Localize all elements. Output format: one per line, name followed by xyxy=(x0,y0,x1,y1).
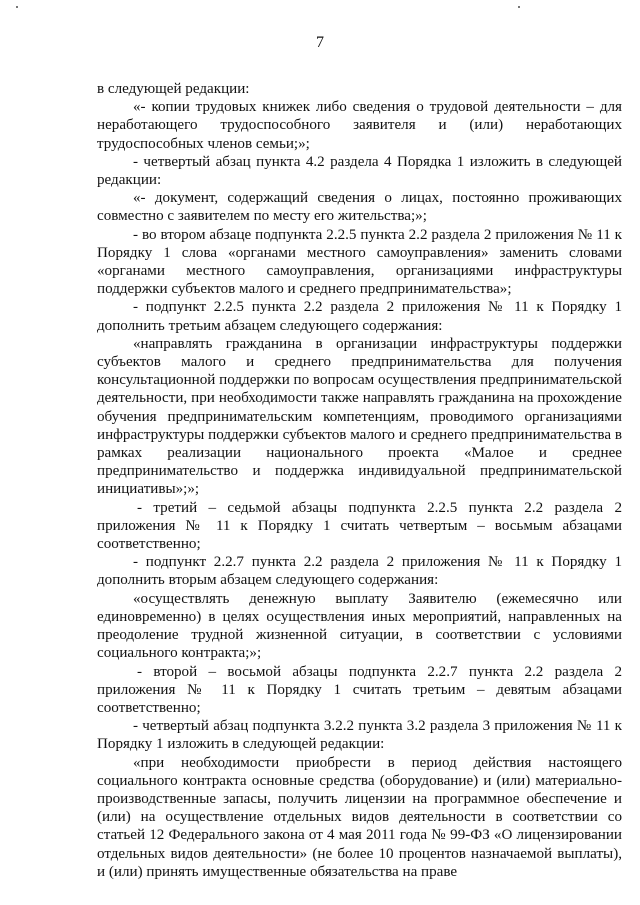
paragraph: «- копии трудовых книжек либо сведения о трудовой деятельности – для неработающего трудоспособного заявителя и (или) неработающих трудоспособных членов семьи;»; xyxy=(97,99,622,152)
paragraph: - второй – восьмой абзацы подпункта 2.2.7 пункта 2.2 раздела 2 приложения № 11 к Порядку 1 считать третьим – девятым абзацами соответственно; xyxy=(97,663,622,716)
paragraph: «осуществлять денежную выплату Заявителю (ежемесячно или единовременно) в целях осуществления иных мероприятий, направленных на преодоление трудной жизненной ситуации, в соответствии с условиями социального контракта;»; xyxy=(97,590,622,662)
page-number: 7 xyxy=(316,34,324,51)
paragraph: - третий – седьмой абзацы подпункта 2.2.5 пункта 2.2 раздела 2 приложения № 11 к Порядку 1 считать четвертым – восьмым абзацами соответственно; xyxy=(97,499,622,553)
scan-mark xyxy=(16,6,18,8)
paragraph: «- документ, содержащий сведения о лицах, постоянно проживающих совместно с заявителем по месту его жительства;»; xyxy=(97,190,622,225)
paragraph: в следующей редакции: xyxy=(97,81,250,97)
paragraph: «при необходимости приобрести в период действия настоящего социального контракта основные средства (оборудование) и (или) материально-производственные запасы, получить лицензии на программное обеспечение и (или) на осуществление отдельных видов деятельности в соответствии со статьей 12 Федерального закона от 4 мая 2011 года № 99-ФЗ «О лицензировании отдельных видов деятельности» (не более 10 процентов назначаемой выплаты), и (или) принять имущественные обязательства на праве xyxy=(97,754,622,880)
scan-mark xyxy=(518,6,520,8)
paragraph: - подпункт 2.2.5 пункта 2.2 раздела 2 приложения № 11 к Порядку 1 дополнить третьим абзацем следующего содержания: xyxy=(97,299,622,334)
paragraph: - четвертый абзац подпункта 3.2.2 пункта 3.2 раздела 3 приложения № 11 к Порядку 1 изложить в следующей редакции: xyxy=(97,718,622,753)
paragraph: - во втором абзаце подпункта 2.2.5 пункта 2.2 раздела 2 приложения № 11 к Порядку 1 слова «органами местного самоуправления» заменить словами «органами местного самоуправления, организациями инфраструктуры поддержки субъектов малого и среднего предпринимательства»; xyxy=(97,226,622,298)
paragraph: - четвертый абзац пункта 4.2 раздела 4 Порядка 1 изложить в следующей редакции: xyxy=(97,153,622,189)
paragraph: «направлять гражданина в организации инфраструктуры поддержки субъектов малого и среднего предпринимательства для получения консультационной поддержки по вопросам осуществления предпринимательской деятельности, при необходимости также направлять гражданина на прохождение обучения предпринимательским компетенциям, проводимого организациями инфраструктуры поддержки субъектов малого и среднего предпринимательства в рамках реализации национального проекта «Малое и среднее предпринимательство и поддержка индивидуальной предпринимательской инициативы»;»; xyxy=(97,335,622,498)
paragraph: - подпункт 2.2.7 пункта 2.2 раздела 2 приложения № 11 к Порядку 1 дополнить вторым абзацем следующего содержания: xyxy=(97,554,622,589)
document-body xyxy=(97,80,622,881)
